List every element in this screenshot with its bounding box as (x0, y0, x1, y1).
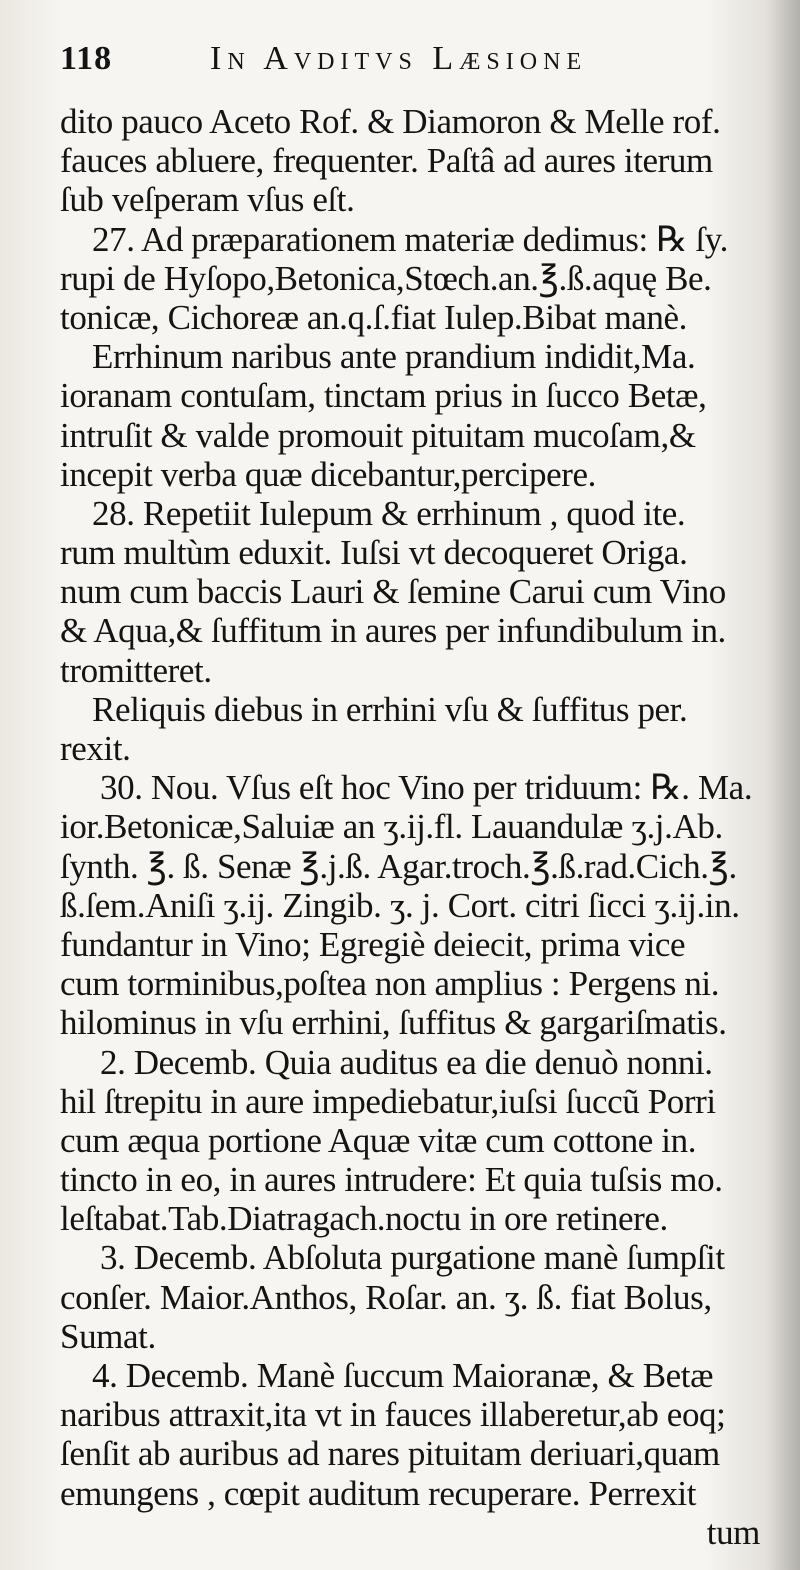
text-line: Errhinum naribus ante prandium indidit,Ma. (92, 337, 696, 377)
page-number: 118 (60, 40, 113, 77)
text-line: Reliquis diebus in errhini vſu & ſuffitus per. (92, 689, 688, 729)
text-line: tincto in eo, in aures intrudere: Et quia tuſsis mo. (60, 1160, 723, 1200)
text-line: hil ſtrepitu in aure impediebatur,iuſsi ſuccũ Porri (60, 1081, 716, 1121)
text-line: ſub veſperam vſus eſt. (60, 180, 355, 220)
text-line: dito pauco Aceto Rof. & Diamoron & Melle rof. (60, 102, 721, 141)
text-line: rum multùm eduxit. Iuſsi vt decoqueret Origa. (60, 533, 688, 573)
text-line: 2. Decemb. Quia auditus ea die denuò nonni. (100, 1042, 713, 1082)
text-line: ß.ſem.Aniſi ʒ.ij. Zingib. ʒ. j. Cort. citri ſicci ʒ.ij.in. (60, 885, 740, 925)
text-line: 4. Decemb. Manè ſuccum Maioranæ, & Betæ (92, 1356, 714, 1395)
text-line: 3. Decemb. Abſoluta purgatione manè ſumpſit (100, 1238, 725, 1278)
text-line: fundantur in Vino; Egregiè deiecit, prima vice (60, 924, 686, 964)
running-title: In Avditvs Læsione (210, 40, 588, 77)
text-line: ioranam contuſam, tinctam prius in ſucco Betæ, (60, 376, 707, 416)
text-line: tonicæ, Cichoreæ an.q.ſ.fiat Iulep.Bibat manè. (60, 297, 687, 337)
text-line: conſer. Maior.Anthos, Roſar. an. ʒ. ß. fiat Bolus, (60, 1277, 712, 1317)
text-line: 30. Nou. Vſus eſt hoc Vino per triduum: ℞. Ma. (100, 768, 753, 808)
text-line: cum æqua portione Aquæ vitæ cum cottone in. (60, 1120, 697, 1160)
text-line: fauces abluere, frequenter. Paſtâ ad aures iterum (60, 141, 713, 181)
text-line: rupi de Hyſopo,Betonica,Stœch.an.℥.ß.aquę Be. (60, 258, 712, 298)
catchword: tum (706, 1512, 760, 1552)
text-line: naribus attraxit,ita vt in fauces illaberetur,ab eoq; (60, 1395, 726, 1435)
body-text (60, 102, 770, 1552)
text-line: Sumat. (60, 1316, 156, 1356)
page-edge-shadow (766, 0, 800, 1570)
text-line: tromitteret. (60, 650, 212, 690)
text-line: num cum baccis Lauri & ſemine Carui cum Vino (60, 572, 726, 612)
text-line: cum torminibus,poſtea non amplius : Pergens ni. (60, 964, 720, 1004)
text-line: ſenſit ab auribus ad nares pituitam deriuari,quam (60, 1434, 720, 1474)
text-line: 28. Repetiit Iulepum & errhinum , quod ite. (92, 493, 686, 533)
text-line: leſtabat.Tab.Diatragach.noctu in ore retinere. (60, 1199, 668, 1239)
running-header (60, 40, 770, 100)
text-line: & Aqua,& ſuffitum in aures per infundibulum in. (60, 611, 726, 651)
text-line: intruſit & valde promouit pituitam mucoſam,& (60, 415, 696, 455)
text-line: hilominus in vſu errhini, ſuffitus & gargariſmatis. (60, 1003, 727, 1043)
text-line: 27. Ad præparationem materiæ dedimus: ℞ ſy. (92, 219, 728, 259)
text-line: rexit. (60, 729, 131, 768)
text-line: incepit verba quæ dicebantur,percipere. (60, 454, 596, 494)
text-line: ſynth. ℥. ß. Senæ ℥.j.ß. Agar.troch.℥.ß.rad.Cich.℥. (60, 846, 737, 886)
text-line: emungens , cœpit auditum recuperare. Perrexit (60, 1473, 697, 1513)
text-line: ior.Betonicæ,Saluiæ an ʒ.ij.fl. Lauandulæ ʒ.j.Ab. (60, 807, 723, 847)
